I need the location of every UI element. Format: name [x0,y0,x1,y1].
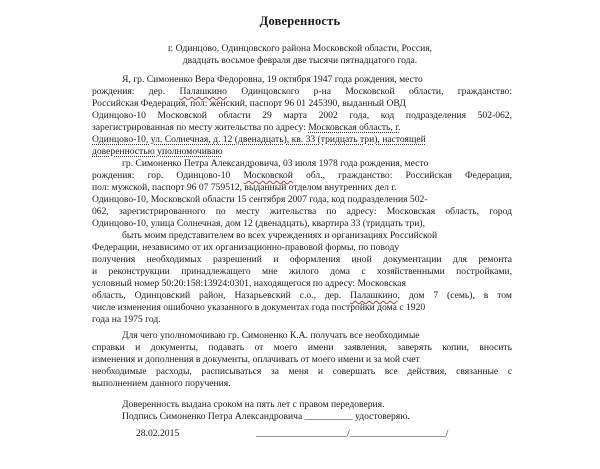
signature-certification: Подпись Симоненко Петра Александровича __________ удостоверяю. [122,411,410,422]
document-title: Доверенность [259,14,341,28]
misspelled-word: Московской [243,170,293,181]
p1-line-3: Российская Федерация, пол: женский, паспорт 96 01 245390, выданный ОВД [92,98,406,109]
document-date: 28.02.2015 [136,428,180,439]
p1-line-6: Одинцово-10, ул. Солнечная, д. 12 (двенадцать), кв. 33 (тридцать три), настоящей [92,134,426,145]
p3-line-2: Федерации, независимо от их организационно-правовой формы, по поводу [92,242,400,253]
p3-line-6: область, Одинцовский район, Назарьевский с.о., дер. Палашкино, дом 7 (семь), в том [92,290,512,301]
p4-line-4: необходимые расходы, расписываться за меня и совершать все действия, связанные с [92,366,512,377]
p1-line-2: рождения: дер. Палашкино Одинцовского р-на Московской области, гражданство: [92,86,513,97]
p4-line-3: изменения и дополнения в документы, оплачивать от моего имени и за мой счет [92,354,420,365]
p2-line-2: рождения: гор. Одинцово-10 Московской обл., гражданство: Российская Федерация, [92,170,512,181]
p3-line-4: и реконструкции принадлежащего мне жилого дома с хозяйственными постройками, [92,266,512,277]
p2-line-4: Одинцово-10, Московской области 15 сентября 2007 года, код подразделения 502- [92,194,428,205]
p1-line-1: Я, гр. Симоненко Вера Федоровна, 19 октября 1947 года рождения, место [122,74,423,85]
p1-line-7: доверенностью уполномочиваю [92,146,223,157]
signature-blank: __________ [304,411,353,422]
p1-line-4: Одинцово-10 Московской области 29 марта 2002 года, код подразделения 502-062, [92,110,512,121]
p4-line-5: выполнением данного поручения. [92,378,231,389]
p3-line-1: быть моим представителем во всех учреждениях и организациях Российской [122,230,438,241]
p3-line-5: условный номер 50:20:158:13924:0301, находящегося по адресу: Московская [92,278,406,289]
validity-statement: Доверенность выдана сроком на пять лет с правом передоверия. [122,399,385,410]
misspelled-word: Палашкино [350,290,398,301]
p4-line-1: Для чего уполномочиваю гр. Симоненко К.А. получать все необходимые [122,330,420,341]
p2-line-6: Одинцово-10, улица Солнечная, дом 12 (двенадцать), квартира 33 (тридцать три), [92,218,426,229]
p3-line-8: года на 1975 год. [92,314,161,325]
misspelled-word: Палашкино [179,86,227,97]
p3-line-3: получения необходимых разрешений и оформления иной документации для ремонта [92,254,512,265]
p2-line-1: гр. Симоненко Петра Александровича, 03 июля 1978 года рождения, место [122,158,429,169]
p1-line-5: зарегистрированная по месту жительства по адресу: Московская область, г. [92,122,401,133]
place-line-2: двадцать восьмое февраля две тысячи пятнадцатого года. [182,55,418,66]
p2-line-3: пол: мужской, паспорт 96 07 759512, выданный отделом внутренних дел г. [92,182,397,193]
p3-line-7: числе изменения ошибочно указанного в документах года постройки дома с 1920 [92,302,426,313]
signature-line: ___________________/____________________/ [256,428,449,439]
p4-line-2: справки и документы, подавать от моего имени заявления, заверять копии, вносить [92,342,512,353]
place-line-1: г. Одинцово, Одинцовского района Московской области, Россия, [167,43,433,54]
p2-line-5: 062, зарегистрированного по месту жительства по адресу: Московская область, город [92,206,512,217]
address-underlined: Московская область, г. [308,122,401,133]
